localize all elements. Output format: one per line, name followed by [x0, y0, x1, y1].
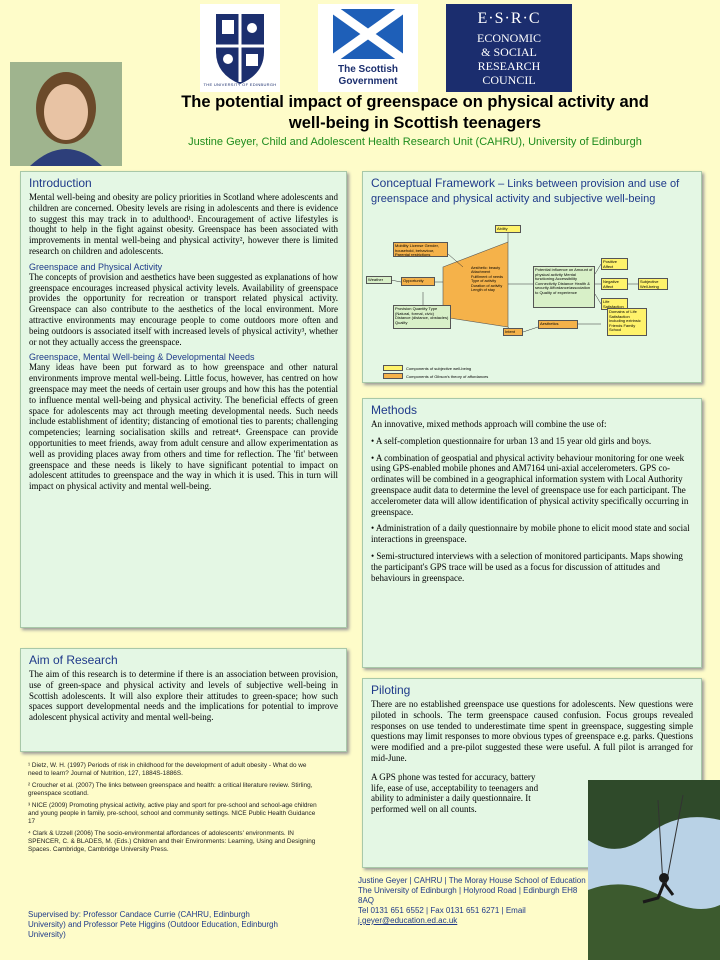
framework-diagram [363, 222, 703, 382]
contact-line-1: Justine Geyer | CAHRU | The Moray House School of Education [358, 876, 586, 885]
poster-title [130, 92, 700, 134]
node-provision: Provision Quantity Type (Natural, formal, civic) Distance (distance, obstacles) Quality [393, 305, 451, 329]
reference-3: ³ NICE (2009) Promoting physical activity, active play and sport for pre-school and school-age children and young people in family, pre-school, school and community settings. NICE Public Health Guidance 17 [28, 802, 317, 825]
contact-email-link[interactable]: j.geyer@education.ed.ac.uk [358, 916, 458, 925]
university-logo-text: THE UNIVERSITY OF EDINBURGH [203, 82, 277, 87]
node-negative-affect: Negative Affect [601, 278, 628, 290]
esrc-line-social: & SOCIAL [481, 45, 537, 59]
legend-affordances [383, 373, 488, 379]
contact-details [358, 876, 588, 926]
node-attitudes: Aesthetic: beauty Attachment Fulfilment of needs Type of activity Duration of activity Length of stay [471, 266, 504, 293]
introduction-panel [20, 171, 347, 628]
node-ability: Ability [495, 225, 521, 233]
intro-paragraph-1: Mental well-being and obesity are policy priorities in Scotland where adolescents and children are concerned. Obesity levels are rising in adolescents and there is evidence to suggest this may track in to adulthood¹. Encouragement of active lifestyles is thought to help in the fight against obesity. Greenspace has been associated with improvements in mental well-being and physical activity², however there is limited research on children and adolescents. [29, 192, 338, 256]
esrc-logo [446, 4, 572, 92]
title-line-2: well-being in Scottish teenagers [288, 114, 542, 132]
greenspace-physical-activity-subheading: Greenspace and Physical Activity [29, 261, 163, 272]
node-aesthetics: Aesthetics [538, 320, 578, 329]
piloting-paragraph-1: There are no established greenspace use questions for adolescents. New questions were piloted in schools. The term greenspace caused confusion. Focus groups revealed responses on use tended to underestimate time spent in greenspace, suggesting simple questions may limit responses to more obvious types of greenspace e.g. parks. Questions were modified and a pre-pilot suggested these were useful. A full pilot is arranged for mid-June. [371, 699, 693, 763]
esrc-line-economic: ECONOMIC [476, 31, 541, 45]
legend-wellbeing [383, 365, 471, 371]
poster-subtitle: Justine Geyer, Child and Adolescent Health Research Unit (CAHRU), University of Edinburgh [188, 136, 642, 148]
node-mobility-license: Mobility License Gender, household, behaviour, Parental restrictions [393, 242, 448, 257]
wellbeing-subheading: Greenspace, Mental Well-being & Developmental Needs [29, 352, 255, 363]
conceptual-framework-panel [362, 171, 702, 383]
node-domains: Domains of Life Satisfaction Including extrinsic Friends Family School [607, 308, 647, 336]
node-subjective-wellbeing: Subjective Well-being [638, 278, 668, 290]
node-opportunity: Opportunity [401, 277, 435, 286]
university-of-edinburgh-logo [200, 4, 280, 92]
node-positive-affect: Positive Affect [601, 258, 628, 270]
node-intent: Intent [503, 328, 523, 336]
aim-paragraph: The aim of this research is to determine if there is an association between provision, use of green-space and physical activity and levels of subjective well-being in Scottish adolescents. It will also explore their attitudes to green-space; how such spaces support developmental needs and the implications for potential to improve adolescent physical activity and mental well-being. [29, 669, 338, 723]
swing-photo [588, 780, 720, 960]
aim-heading: Aim of Research [29, 653, 118, 667]
framework-heading-detail: – Links between provision and use of greenspace and physical activity and subjective well-being [371, 178, 680, 205]
scottish-government-line2: Government [338, 76, 398, 87]
scottish-government-line1: The Scottish [337, 64, 398, 75]
methods-bullet-4: • Semi-structured interviews with a selection of monitored participants. Maps showing the participant's GPS trace will be used as a focus for discussion of attitudes and behaviours in greenspace. [371, 550, 683, 583]
reference-4: ⁴ Clark & Uzzell (2006) The socio-environmental affordances of adolescents' environments. IN SPENCER, C. & BLADES, M. (Eds.) Children and their Environments: Learning, Using and Designing Spaces. Cambridge, Cambridge University Press. [28, 830, 316, 853]
methods-bullet-2: • A combination of geospatial and physical activity behaviour monitoring for one week using GPS-enabled mobile phones and AM7164 uni-axial accelerometers. GPS co-ordinates will be combined in a geographical information system with Local Authority greenspace audit data to determine the level of greenspace use for each participant. The accelerometer data will allow identification of physical activity specifically occurring in greenspace. [371, 452, 689, 517]
legend-wellbeing-label: Components of subjective well-being [406, 365, 472, 371]
methods-intro: An innovative, mixed methods approach will combine the use of: [371, 419, 607, 429]
author-portrait-photo [10, 62, 122, 166]
introduction-heading: Introduction [29, 176, 92, 190]
methods-panel [362, 398, 702, 668]
piloting-heading: Piloting [371, 683, 411, 697]
node-life-satisfaction: Life Satisfaction [601, 298, 628, 310]
framework-heading [371, 176, 693, 206]
intro-paragraph-2: The concepts of provision and aesthetics have been suggested as explanations of how greenspace encourages increased physical activity levels. Availability of greenspace provides the opportunity for recreation or transport related physical activity. Greenspace can also contribute to the aesthetics of the local environment. More attractive environments may encourage people to come outdoors more often and being outdoors is associated itself with increased levels of physical activity³, whether or not they actually access the greenspace. [29, 271, 338, 347]
node-weather: Weather [366, 276, 392, 284]
framework-heading-main: Conceptual Framework [371, 176, 496, 190]
legend-swatch-orange [383, 373, 403, 379]
contact-line-3: Tel 0131 651 6552 | Fax 0131 651 6271 | Email [358, 906, 526, 915]
methods-bullet-3: • Administration of a daily questionnaire by mobile phone to elicit mood state and social interactions in greenspace. [371, 523, 690, 545]
reference-2: ² Croucher et al. (2007) The links between greenspace and health: a critical literature review. Stirling, greenspace scotland. [28, 782, 313, 797]
esrc-letters: E·S·R·C [477, 10, 541, 27]
legend-affordances-label: Components of Gibson's theory of affordances [406, 373, 489, 379]
references-list [28, 762, 318, 858]
node-potential-influence: Potential influence on Amount of physical activity Mental functioning Accessibility Connectivity Distance Health & security Affordance/association to Quality of experience [533, 266, 595, 308]
aim-panel [20, 648, 347, 752]
scottish-government-logo [318, 4, 418, 92]
methods-heading: Methods [371, 403, 418, 417]
piloting-paragraph-2: A GPS phone was tested for accuracy, battery life, ease of use, acceptability to teenagers and ability to administer a daily questionnaire. It performed well on all counts. [371, 771, 539, 815]
supervisor-note: Supervised by: Professor Candace Currie (CAHRU, Edinburgh University) and Professor Pete Higgins (Outdoor Education, Edinburgh University) [28, 910, 278, 939]
esrc-line-research: RESEARCH [477, 59, 541, 73]
title-line-1: The potential impact of greenspace on physical activity and [181, 93, 649, 111]
intro-paragraph-3: Many ideas have been put forward as to how greenspace and other natural environments improve mental well-being. Little focus, however, has centred on how greenspace may meet the needs of certain user groups and how this has the potential to influence mental well-being and physical activity. The beneficial effects of green space for adolescents may act through meeting developmental needs. Such needs include establishment of identity; distancing of emotional ties to parents; challenging competencies; learning socialisation skills and retreat⁴. Greenspace can provide opportunities to meet friends, away from adult censure and allow experimentation as well as providing places away from others and time for reflection. The 'fit' between greenspace and these needs is likely to have significant potential to impact on adolescent attitudes to greenspace and the way in which it is used. This in turn will impact on physical activity and mental well-being. [29, 362, 338, 492]
reference-1: ¹ Dietz, W. H. (1997) Periods of risk in childhood for the development of adult obesity - What do we need to learn? Journal of Nutrition, 127, 1884S-1886S. [28, 762, 307, 777]
methods-bullet-1: • A self-completion questionnaire for urban 13 and 15 year old girls and boys. [371, 435, 652, 446]
esrc-line-council: COUNCIL [482, 73, 536, 87]
contact-line-2: The University of Edinburgh | Holyrood Road | Edinburgh EH8 8AQ [358, 886, 578, 905]
legend-swatch-yellow [383, 365, 403, 371]
